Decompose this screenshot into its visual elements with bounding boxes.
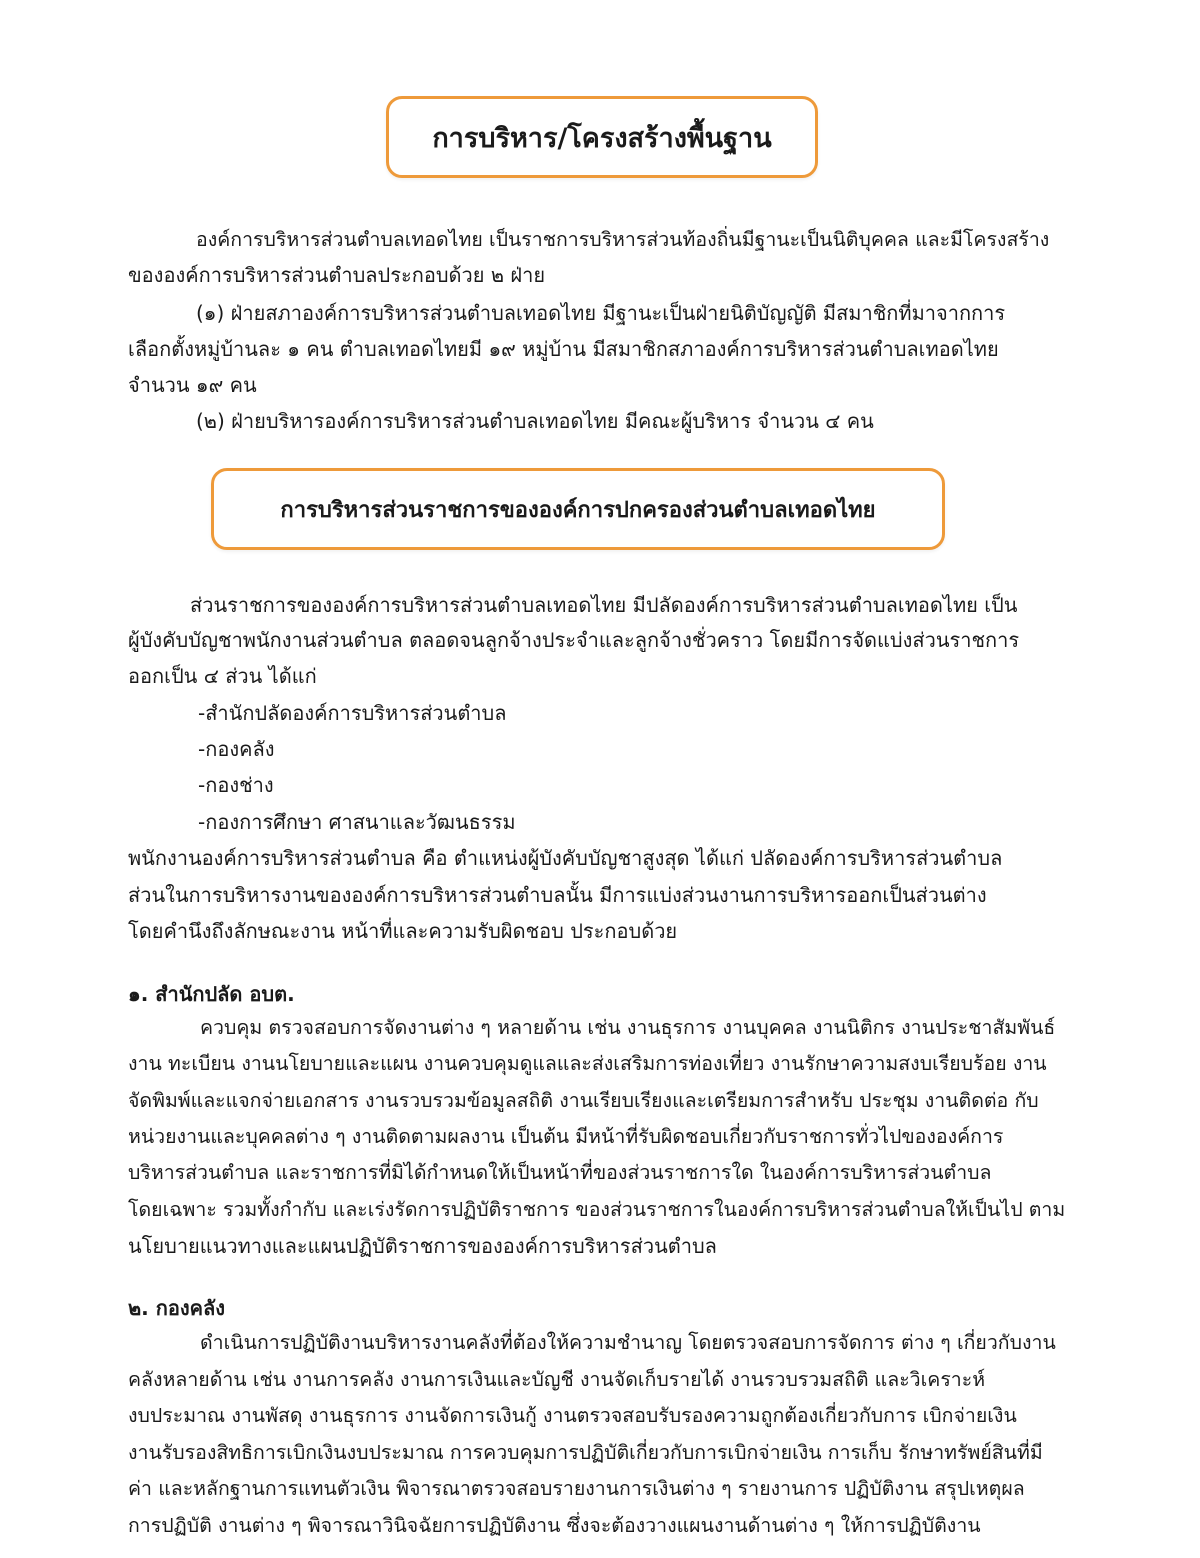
section2-line: ดำเนินการปฏิบัติงานบริหารงานคลังที่ต้องให้ความชำนาญ โดยตรวจสอบการจัดการ ต่าง ๆ เกี่ยวกับงาน <box>200 1331 1056 1354</box>
intro-line: (๑) ฝ่ายสภาองค์การบริหารส่วนตำบลเทอดไทย มีฐานะเป็นฝ่ายนิติบัญญัติ มีสมาชิกที่มาจากการ <box>196 301 1006 325</box>
intro-line: เลือกตั้งหมู่บ้านละ ๑ คน ตำบลเทอดไทยมี ๑๙ หมู่บ้าน มีสมาชิกสภาองค์การบริหารส่วนตำบลเทอดไทย <box>128 337 999 361</box>
admin-line: ออกเป็น ๔ ส่วน ได้แก่ <box>128 664 317 688</box>
section2-line: งานรับรองสิทธิการเบิกเงินงบประมาณ การควบคุมการปฏิบัติเกี่ยวกับการเบิกจ่ายเงิน การเก็บ รักษาทรัพย์สินที่มี <box>128 1441 1043 1464</box>
section1-line: งาน ทะเบียน งานนโยบายและแผน งานควบคุมดูแลและส่งเสริมการท่องเที่ยว งานรักษาความสงบเรียบร้อย งาน <box>128 1052 1047 1075</box>
staff-line: พนักงานองค์การบริหารส่วนตำบล คือ ตำแหน่งผู้บังคับบัญชาสูงสุด ได้แก่ ปลัดองค์การบริหารส่วนตำบล <box>128 846 1003 870</box>
staff-line: โดยคำนึงถึงลักษณะงาน หน้าที่และความรับผิดชอบ ประกอบด้วย <box>128 919 678 943</box>
section1-line: จัดพิมพ์และแจกจ่ายเอกสาร งานรวบรวมข้อมูลสถิติ งานเรียบเรียงและเตรียมการสำหรับ ประชุม งานติดต่อ กับ <box>128 1089 1039 1112</box>
section1-heading: ๑. สำนักปลัด อบต. <box>128 982 295 1006</box>
section1-line: บริหารส่วนตำบล และราชการที่มิได้กำหนดให้เป็นหน้าที่ของส่วนราชการใด ในองค์การบริหารส่วนตำบล <box>128 1161 992 1184</box>
intro-line: จำนวน ๑๙ คน <box>128 373 257 397</box>
section2-line: การปฏิบัติ งานต่าง ๆ พิจารณาวินิจฉัยการปฏิบัติงาน ซึ่งจะต้องวางแผนงานด้านต่าง ๆ ให้การปฏิบัติงาน <box>128 1514 981 1537</box>
intro-line: ขององค์การบริหารส่วนตำบลประกอบด้วย ๒ ฝ่าย <box>128 263 546 287</box>
section1-line: ควบคุม ตรวจสอบการจัดงานต่าง ๆ หลายด้าน เช่น งานธุรการ งานบุคคล งานนิติกร งานประชาสัมพันธ์ <box>200 1016 1056 1039</box>
admin-line: ผู้บังคับบัญชาพนักงานส่วนตำบล ตลอดจนลูกจ้างประจำและลูกจ้างชั่วคราว โดยมีการจัดแบ่งส่วนราชการ <box>128 628 1020 652</box>
section1-line: หน่วยงานและบุคคลต่าง ๆ งานติดตามผลงาน เป็นต้น มีหน้าที่รับผิดชอบเกี่ยวกับราชการทั่วไปขององค์การ <box>128 1125 1004 1148</box>
main-title: การบริหาร/โครงสร้างพื้นฐาน <box>432 122 772 154</box>
section2-line: ค่า และหลักฐานการแทนตัวเงิน พิจารณาตรวจสอบรายงานการเงินต่าง ๆ รายงานการ ปฏิบัติงาน สรุปเหตุผล <box>128 1477 1025 1500</box>
department-item: -กองการศึกษา ศาสนาและวัฒนธรรม <box>198 810 516 834</box>
section1-line: นโยบายแนวทางและแผนปฏิบัติราชการขององค์การบริหารส่วนตำบล <box>128 1234 717 1258</box>
section2-line: งบประมาณ งานพัสดุ งานธุรการ งานจัดการเงินกู้ งานตรวจสอบรับรองความถูกต้องเกี่ยวกับการ เบิกจ่ายเงิน <box>128 1404 1017 1427</box>
section2-heading: ๒. กองคลัง <box>128 1296 226 1320</box>
staff-line: ส่วนในการบริหารงานขององค์การบริหารส่วนตำบลนั้น มีการแบ่งส่วนงานการบริหารออกเป็นส่วนต่าง <box>128 883 987 907</box>
section2-line: คลังหลายด้าน เช่น งานการคลัง งานการเงินและบัญชี งานจัดเก็บรายได้ งานรวบรวมสถิติ และวิเคราะห์ <box>128 1368 986 1391</box>
admin-line: ส่วนราชการขององค์การบริหารส่วนตำบลเทอดไทย มีปลัดองค์การบริหารส่วนตำบลเทอดไทย เป็น <box>190 593 1018 617</box>
main-title-box <box>386 96 818 178</box>
section1-line: โดยเฉพาะ รวมทั้งกำกับ และเร่งรัดการปฏิบัติราชการ ของส่วนราชการในองค์การบริหารส่วนตำบลให้เป็นไป ตาม <box>128 1198 1066 1221</box>
section-title: การบริหารส่วนราชการขององค์การปกครองส่วนตำบลเทอดไทย <box>280 497 876 523</box>
section-title-box <box>211 468 945 550</box>
department-item: -กองช่าง <box>198 773 274 797</box>
department-item: -กองคลัง <box>198 737 275 761</box>
intro-line: องค์การบริหารส่วนตำบลเทอดไทย เป็นราชการบริหารส่วนท้องถิ่นมีฐานะเป็นนิติบุคคล และมีโครงสร้าง <box>196 228 1050 251</box>
department-item: -สำนักปลัดองค์การบริหารส่วนตำบล <box>198 701 507 725</box>
intro-line: (๒) ฝ่ายบริหารองค์การบริหารส่วนตำบลเทอดไทย มีคณะผู้บริหาร จำนวน ๔ คน <box>196 409 874 433</box>
